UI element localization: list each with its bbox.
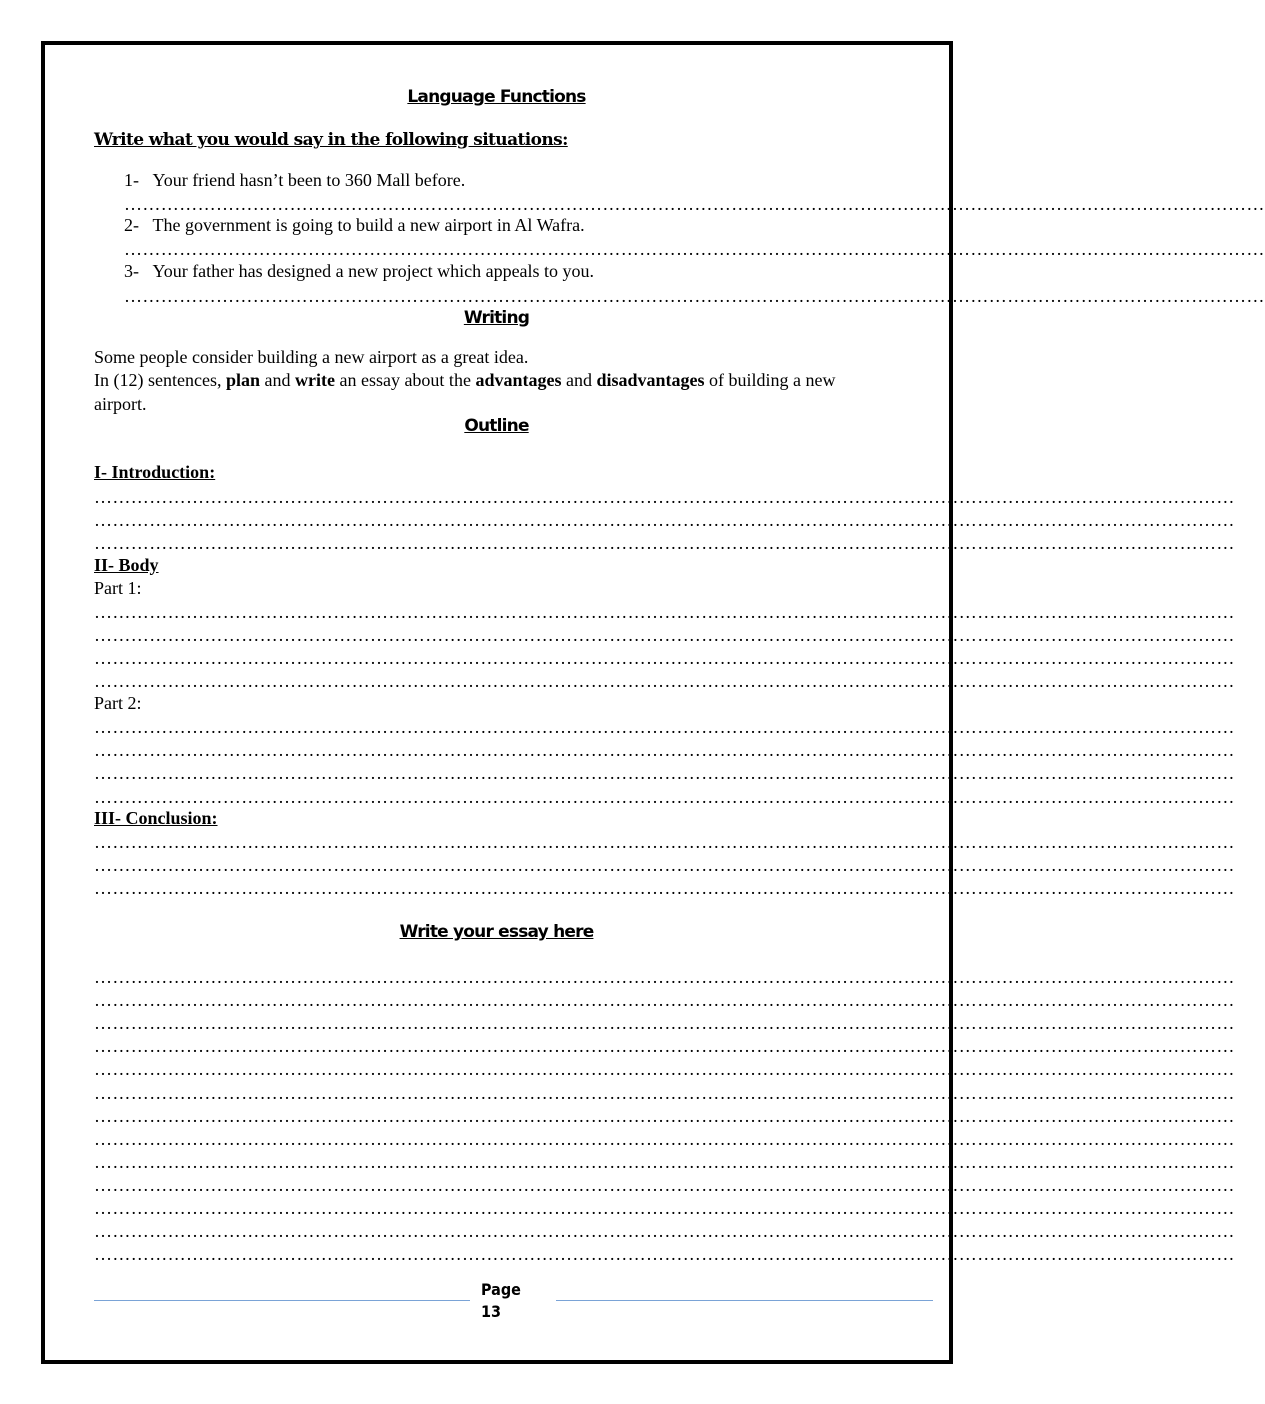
answer-line[interactable]: …………………………………………………………………………………………………………………………………………………………………… [94, 487, 1235, 507]
answer-line[interactable]: …………………………………………………………………………………………………………………………………………………………………… [94, 533, 1235, 553]
writing-prompt-line-1: Some people consider building a new airport as a great idea. [94, 347, 529, 367]
body-label: II- Body [94, 555, 159, 575]
page-label: Page [481, 1280, 521, 1299]
answer-line[interactable]: …………………………………………………………………………………………………………………………………………………………………… [94, 1128, 1235, 1149]
conclusion-label: III- Conclusion: [94, 808, 218, 828]
answer-line[interactable]: …………………………………………………………………………………………………………………………………………………………………… [94, 671, 1235, 691]
writing-prompt-line-2: In (12) sentences, plan and write an essay about the advantages and disadvantages of building a new [94, 370, 836, 390]
answer-line[interactable]: …………………………………………………………………………………………………………………………………………………………………… [94, 1059, 1235, 1080]
writing-heading: Writing [463, 308, 530, 328]
answer-line[interactable]: …………………………………………………………………………………………………………………………………………………………………… [94, 1174, 1235, 1195]
item-number: 3- [124, 261, 139, 281]
answer-line[interactable]: …………………………………………………………………………………………………………………………………………………………………… [94, 625, 1235, 645]
answer-line[interactable]: …………………………………………………………………………………………………………………………………………………………………… [94, 1244, 1235, 1265]
answer-line[interactable]: …………………………………………………………………………………………………………………………………………………………………… [124, 239, 1265, 259]
footer-rule-left [94, 1300, 470, 1301]
answer-line[interactable]: …………………………………………………………………………………………………………………………………………………………………… [94, 1036, 1235, 1057]
page-number: 13 [481, 1302, 502, 1321]
answer-line[interactable]: …………………………………………………………………………………………………………………………………………………………………… [94, 1082, 1235, 1103]
answer-line[interactable]: …………………………………………………………………………………………………………………………………………………………………… [124, 194, 1265, 214]
answer-line[interactable]: …………………………………………………………………………………………………………………………………………………………………… [94, 855, 1235, 875]
item-text: Your friend hasn’t been to 360 Mall before. [152, 170, 466, 190]
answer-line[interactable]: …………………………………………………………………………………………………………………………………………………………………… [94, 832, 1235, 852]
outline-heading: Outline [464, 416, 529, 436]
page-title: Language Functions [407, 87, 586, 107]
answer-line[interactable]: …………………………………………………………………………………………………………………………………………………………………… [94, 1221, 1235, 1242]
item-number: 2- [124, 215, 139, 235]
situation-1 [124, 169, 465, 191]
answer-line[interactable]: …………………………………………………………………………………………………………………………………………………………………… [94, 602, 1235, 622]
answer-line[interactable]: …………………………………………………………………………………………………………………………………………………………………… [94, 990, 1235, 1011]
answer-line[interactable]: …………………………………………………………………………………………………………………………………………………………………… [94, 787, 1235, 807]
item-text: Your father has designed a new project which appeals to you. [152, 261, 595, 281]
answer-line[interactable]: …………………………………………………………………………………………………………………………………………………………………… [94, 510, 1235, 530]
answer-line[interactable]: …………………………………………………………………………………………………………………………………………………………………… [94, 1105, 1235, 1126]
footer-rule-right [556, 1300, 933, 1301]
writing-prompt-line-3: airport. [94, 394, 147, 414]
essay-heading: Write your essay here [399, 922, 594, 942]
item-number: 1- [124, 170, 139, 190]
situation-2 [124, 214, 585, 236]
answer-line[interactable]: …………………………………………………………………………………………………………………………………………………………………… [124, 286, 1265, 306]
situation-3 [124, 260, 594, 282]
answer-line[interactable]: …………………………………………………………………………………………………………………………………………………………………… [94, 717, 1235, 737]
introduction-label: I- Introduction: [94, 462, 216, 482]
part-1-label: Part 1: [94, 578, 142, 598]
answer-line[interactable]: …………………………………………………………………………………………………………………………………………………………………… [94, 648, 1235, 668]
part-2-label: Part 2: [94, 693, 142, 713]
answer-line[interactable]: …………………………………………………………………………………………………………………………………………………………………… [94, 740, 1235, 760]
answer-line[interactable]: …………………………………………………………………………………………………………………………………………………………………… [94, 878, 1235, 898]
answer-line[interactable]: …………………………………………………………………………………………………………………………………………………………………… [94, 1151, 1235, 1172]
answer-line[interactable]: …………………………………………………………………………………………………………………………………………………………………… [94, 967, 1235, 987]
situations-heading: Write what you would say in the following situations: [94, 130, 568, 150]
answer-line[interactable]: …………………………………………………………………………………………………………………………………………………………………… [94, 1198, 1235, 1218]
answer-line[interactable]: …………………………………………………………………………………………………………………………………………………………………… [94, 763, 1235, 783]
answer-line[interactable]: …………………………………………………………………………………………………………………………………………………………………… [94, 1013, 1235, 1034]
item-text: The government is going to build a new airport in Al Wafra. [152, 215, 585, 235]
